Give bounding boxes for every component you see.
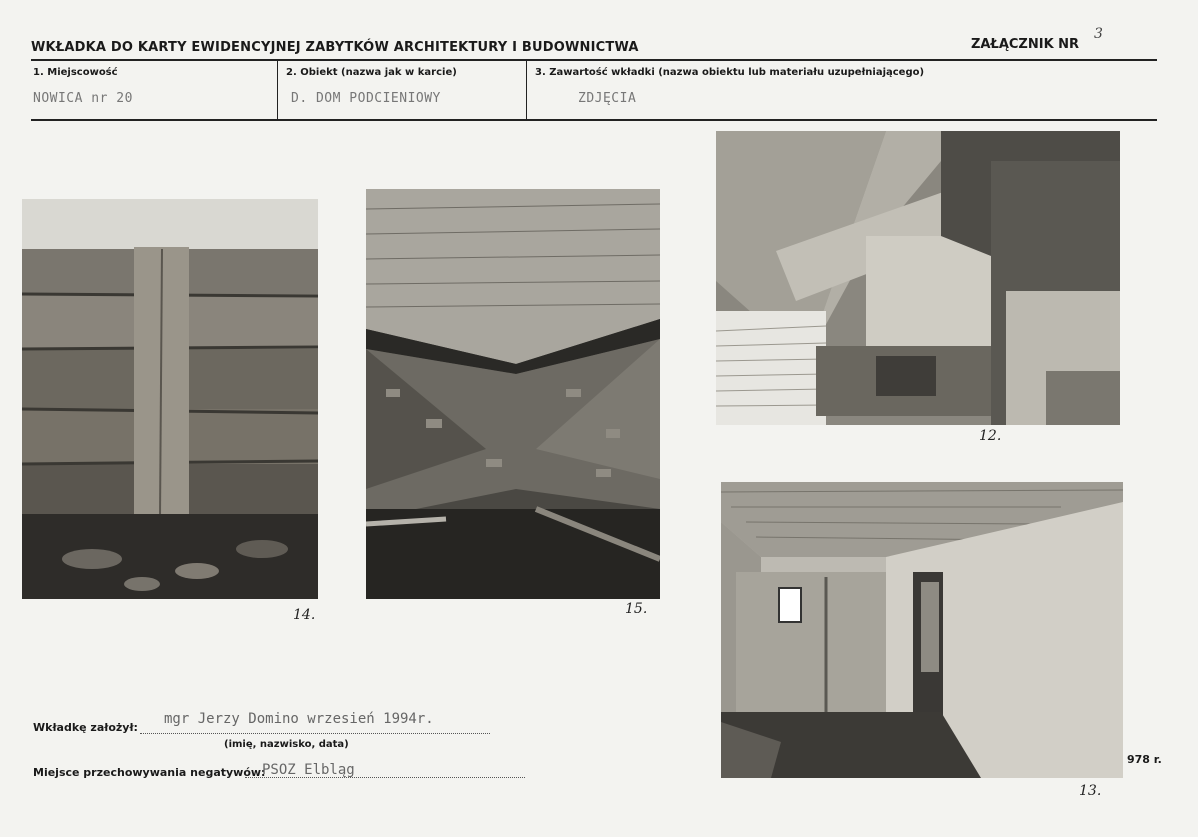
storage-label: Miejsce przechowywania negatywów: [33,766,266,779]
fields-bottom-rule [31,119,1157,121]
author-hint: (imię, nazwisko, data) [224,739,349,750]
locality-label: 1. Miejscowość [33,67,118,78]
photo-roof-eave [716,131,1120,425]
contents-label: 3. Zawartość wkładki (nazwa obiektu lub materiału uzupełniającego) [535,67,925,78]
photo-number-13: 13. [1079,783,1102,799]
photo-brick-vault [366,189,660,599]
print-code: 978 r. [1127,753,1162,766]
author-value: mgr Jerzy Domino wrzesień 1994r. [164,711,434,727]
locality-value: NOWICA nr 20 [33,91,133,106]
photo-interior-hallway [721,482,1123,778]
author-dotted-line [140,733,490,734]
photo-number-15: 15. [625,601,648,617]
annex-number: 3 [1094,26,1103,42]
header-rule [31,59,1157,61]
field-divider-1 [277,61,278,121]
storage-dotted-line [245,777,525,778]
field-divider-2 [526,61,527,121]
storage-value: PSOZ Elbląg [262,762,355,778]
photo-number-14: 14. [293,607,316,623]
author-label: Wkładkę założył: [33,721,138,734]
contents-value: ZDJĘCIA [578,91,637,106]
object-value: D. DOM PODCIENIOWY [291,91,441,106]
annex-label: ZAŁĄCZNIK NR [971,37,1080,52]
photo-number-12: 12. [979,428,1002,444]
object-label: 2. Obiekt (nazwa jak w karcie) [286,67,457,78]
photo-log-wall [22,199,318,599]
sheet-title: WKŁADKA DO KARTY EWIDENCYJNEJ ZABYTKÓW ARCHITEKTURY I BUDOWNICTWA [31,40,639,55]
